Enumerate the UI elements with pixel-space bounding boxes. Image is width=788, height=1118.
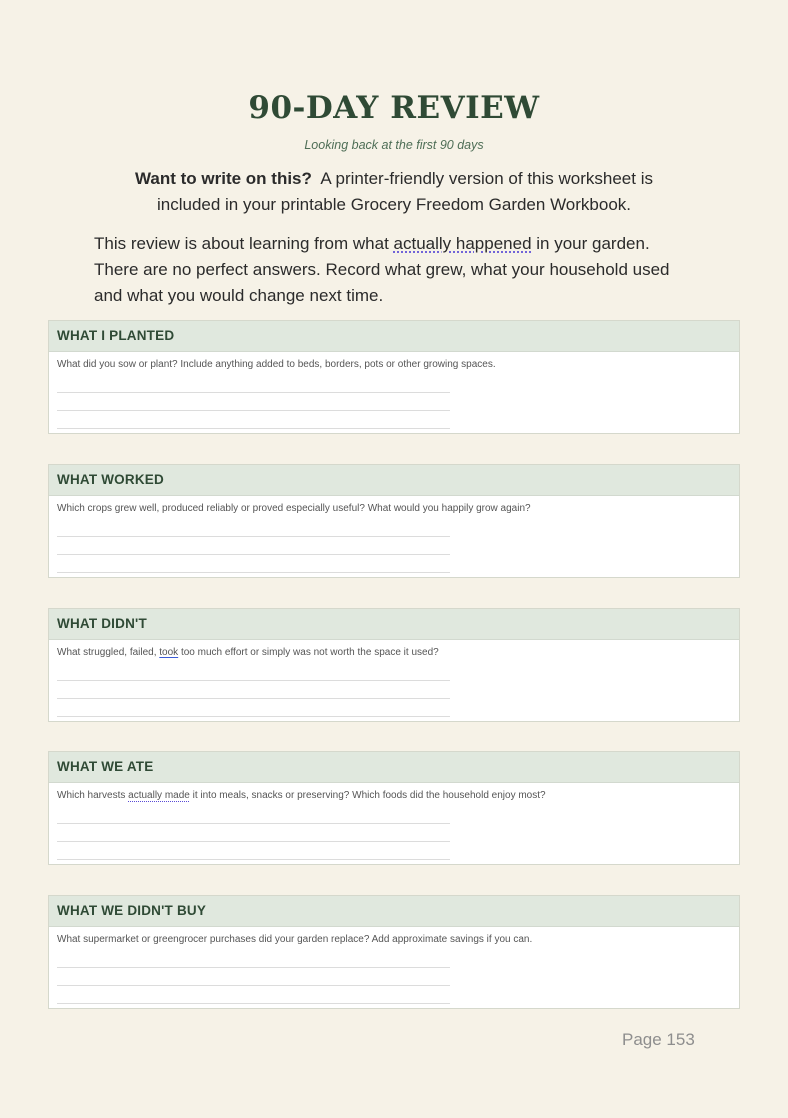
writing-lines[interactable] [57,663,450,717]
intro-text-end: in your garden. There are no perfect answers. Record what grew, what your household used and what you would change next time. [94,234,670,305]
intro-paragraph [94,231,694,309]
writing-line[interactable] [57,950,450,968]
prompt-text-start: Which harvests [57,790,129,801]
section-heading: WHAT I PLANTED [49,321,739,352]
section-what-i-planted [48,320,740,434]
prompt-marked-word: took [159,647,179,658]
writing-line[interactable] [57,699,450,717]
writing-line[interactable] [57,968,450,986]
writing-line[interactable] [57,393,450,411]
section-heading: WHAT DIDN'T [49,609,739,640]
section-prompt: Which crops grew well, produced reliably or proved especially useful? What would you happily grow again? [57,503,531,514]
page-title: 90-DAY REVIEW [248,90,540,126]
section-what-didnt [48,608,740,722]
writing-line[interactable] [57,986,450,1004]
section-prompt [49,783,739,803]
prompt-text-end: it into meals, snacks or preserving? Which foods did the household enjoy most? [189,790,546,801]
intro-text-start: This review is about learning from what [94,234,394,253]
writing-line[interactable] [57,663,450,681]
section-heading: WHAT WORKED [49,465,739,496]
writing-lines[interactable] [57,950,450,1004]
section-what-we-ate [48,751,740,865]
prompt-text-end: too much effort or simply was not worth the space it used? [178,647,439,658]
section-prompt [49,640,739,660]
writing-lines[interactable] [57,375,450,429]
writing-line[interactable] [57,375,450,393]
printable-note [110,166,678,218]
writing-line[interactable] [57,555,450,573]
writing-line[interactable] [57,681,450,699]
section-heading: WHAT WE DIDN'T BUY [49,896,739,927]
prompt-marked-word: actually made [128,790,190,801]
writing-line[interactable] [57,842,450,860]
section-prompt: What did you sow or plant? Include anything added to beds, borders, pots or other growing spaces. [57,359,496,370]
writing-lines[interactable] [57,519,450,573]
section-heading: WHAT WE ATE [49,752,739,783]
section-what-worked [48,464,740,578]
writing-line[interactable] [57,411,450,429]
printable-note-lead: Want to write on this? [134,169,312,188]
writing-line[interactable] [57,519,450,537]
writing-line[interactable] [57,806,450,824]
writing-line[interactable] [57,537,450,555]
prompt-text-start: What struggled, failed, [57,647,160,658]
writing-line[interactable] [57,824,450,842]
writing-lines[interactable] [57,806,450,860]
page-number: Page 153 [622,1030,695,1049]
intro-highlight: actually happened [393,234,532,253]
section-what-we-didnt-buy [48,895,740,1009]
printable-note-text: A printer-friendly version of this worksheet is included in your printable Grocery Freedom Garden Workbook. [156,169,653,214]
page-subtitle: Looking back at the first 90 days [304,138,484,152]
section-prompt: What supermarket or greengrocer purchases did your garden replace? Add approximate savings if you can. [57,934,533,945]
